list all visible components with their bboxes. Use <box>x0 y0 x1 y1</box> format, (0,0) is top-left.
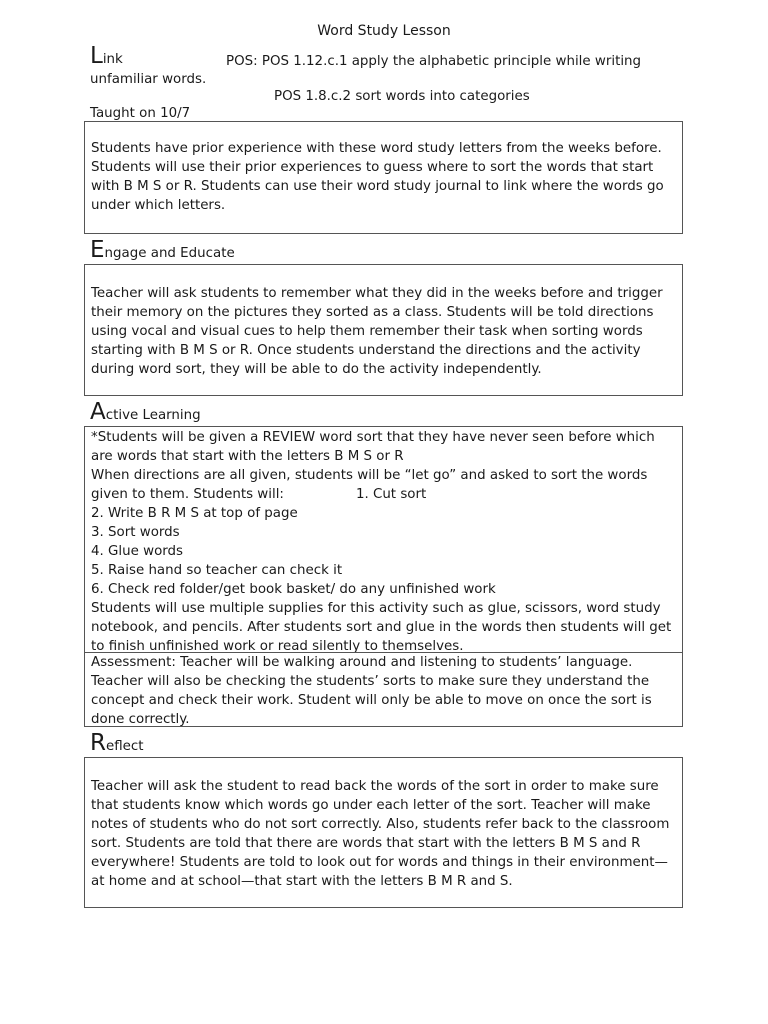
pos-standard-2: POS 1.8.c.2 sort words into categories <box>274 89 530 104</box>
active-step: 6. Check red folder/get book basket/ do any unfinished work <box>91 582 496 597</box>
active-step: 4. Glue words <box>91 544 184 559</box>
engage-heading <box>90 239 235 263</box>
active-supplies: Students will use multiple supplies for this activity such as glue, scissors, word study notebook, and pencils. After students sort and glue in the words then students will get to finish unfinished work or read silently to themselves. <box>91 601 672 654</box>
link-initial: L <box>90 43 103 69</box>
active-heading <box>90 401 201 425</box>
reflect-box <box>84 757 683 908</box>
reflect-heading <box>90 732 144 756</box>
active-step: 5. Raise hand so teacher can check it <box>91 563 343 578</box>
active-intro: *Students will be given a REVIEW word sort that they have never seen before which are words that start with the letters B M S or R <box>91 430 655 464</box>
link-box-text: Students have prior experience with these word study letters from the weeks before. Students will use their prior experiences to guess where to sort the words that start with B M S or R. Students can use their word study journal to link where the words go under which letters. <box>91 141 664 213</box>
active-step: 2. Write B R M S at top of page <box>91 506 298 521</box>
active-step-1: 1. Cut sort <box>355 487 427 502</box>
active-initial: A <box>90 399 106 425</box>
engage-initial: E <box>90 237 105 263</box>
engage-box <box>84 264 683 396</box>
link-box <box>84 121 683 234</box>
reflect-box-text: Teacher will ask the student to read back the words of the sort in order to make sure that students know which words go under each letter of the sort. Teacher will make notes of students who do not sort correctly. Also, students refer back to the classroom sort. Students are told that there are words that start with the letters B M S and R everywhere! Students are told to look out for words and things in their environment—at home and at school—that start with the letters B M R and S. <box>91 779 670 889</box>
assessment-box <box>84 652 683 727</box>
pos-standard-1-continued: unfamiliar words. <box>90 72 207 87</box>
engage-heading-rest: ngage and Educate <box>104 246 235 261</box>
active-box <box>84 426 683 653</box>
link-heading-rest: ink <box>102 52 123 67</box>
assessment-text: Assessment: Teacher will be walking around and listening to students’ language. Teacher will also be checking the students’ sorts to make sure they understand the concept and check their work. Student will only be able to move on once the sort is done correctly. <box>91 655 652 727</box>
page-title: Word Study Lesson <box>317 23 451 39</box>
reflect-heading-rest: eflect <box>105 739 144 754</box>
active-directions <box>91 466 676 504</box>
active-step: 3. Sort words <box>91 525 180 540</box>
link-heading <box>90 45 123 69</box>
pos-standard-1: POS: POS 1.12.c.1 apply the alphabetic principle while writing <box>226 54 642 69</box>
active-directions-text: When directions are all given, students will be “let go” and asked to sort the words given to them. Students will: <box>91 468 648 502</box>
reflect-initial: R <box>90 730 106 756</box>
taught-date: Taught on 10/7 <box>90 106 191 121</box>
active-heading-rest: ctive Learning <box>105 408 201 423</box>
engage-box-text: Teacher will ask students to remember what they did in the weeks before and trigger their memory on the pictures they sorted as a class. Students will be told directions using vocal and visual cues to help them remember their task when sorting words starting with B M S or R. Once students understand the directions and the activity during word sort, they will be able to do the activity independently. <box>91 286 663 377</box>
